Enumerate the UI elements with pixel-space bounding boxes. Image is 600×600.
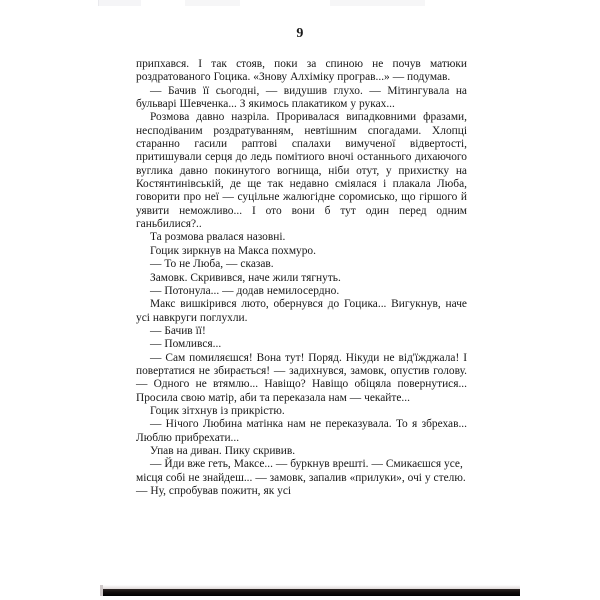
paragraph: — Бачив її! (150, 324, 206, 337)
paragraph: Упав на диван. Пику скривив. (150, 444, 296, 457)
page-bottom-edge (100, 589, 520, 596)
page-edge-marker (100, 585, 103, 596)
scan-artifact-top-center (185, 0, 240, 6)
paragraph: Гоцик зиркнув на Макса похмуро. (150, 244, 316, 257)
paragraph: — Йди вже геть, Максе... — буркнув врешті. — Смикаєшся усе, місця собі не знайдеш... — замовк, запалив «прилуки», очі у стелю. — Ну, спробував пожитн, як усі (136, 458, 466, 497)
paragraph: — Помлився... (150, 338, 222, 351)
paragraph: — Потонула... — додав немилосердно. (150, 284, 340, 297)
paragraph: припхався. І так стояв, поки за спиною не почув матюки роздратованого Гоцика. «Знову Алхіміку програв...» — подумав. (136, 58, 467, 84)
paragraph: — Нічого Любина матінка нам не переказувала. То я збрехав... Люблю прибрехати... (136, 418, 467, 444)
body-text-block (136, 58, 467, 498)
scan-artifact-top-left (98, 0, 141, 6)
page-number: 9 (296, 26, 304, 41)
paragraph: Гоцик зітхнув із прикрістю. (150, 404, 285, 417)
paragraph: — Бачив її сьогодні, — видушив глухо. — Мітингувала на бульварі Шевченка... З якимось плакатиком у руках... (136, 84, 467, 111)
paragraph: Макс вишкірився люто, обернувся до Гоцика... Вигукнув, наче усі навкруги поглухли. (136, 298, 467, 324)
paragraph: — Сам помиляєшся! Вона тут! Поряд. Нікуди не від'їжджала! І повертатися не збирається! — задихнувся, замовк, опустив голову. — Одного не втямлю... Навіщо? Навіщо обіцяла повернутися... Просила свою матір, аби та переказала нам — чекайте... (136, 351, 467, 404)
paragraph: Замовк. Скривився, наче жили тягнуть. (150, 271, 341, 284)
scan-artifact-top-right (330, 0, 425, 6)
paragraph: Розмова давно назріла. Проривалася випадковними фразами, несподіваним роздратуванням, невтішним спогадами. Хлопці старанно гасили раптові спалахи вимученої відвертості, притишували серця до ледь помітиого вночі останнього дихаючого вуглика давно покинутого вогнища, ніби отут, у прихистку на Костянтинівській, де ще так недавно сміялася і плакала Люба, говорити про неї — суцільне жалюгідне соромисько, що гіршого й уявити неможливо... І ото вони б тут один перед одним ганьбилися?.. (136, 111, 467, 231)
paragraph: Та розмова рвалася назовні. (150, 231, 286, 244)
paragraph: — То не Люба, — сказав. (150, 258, 274, 271)
